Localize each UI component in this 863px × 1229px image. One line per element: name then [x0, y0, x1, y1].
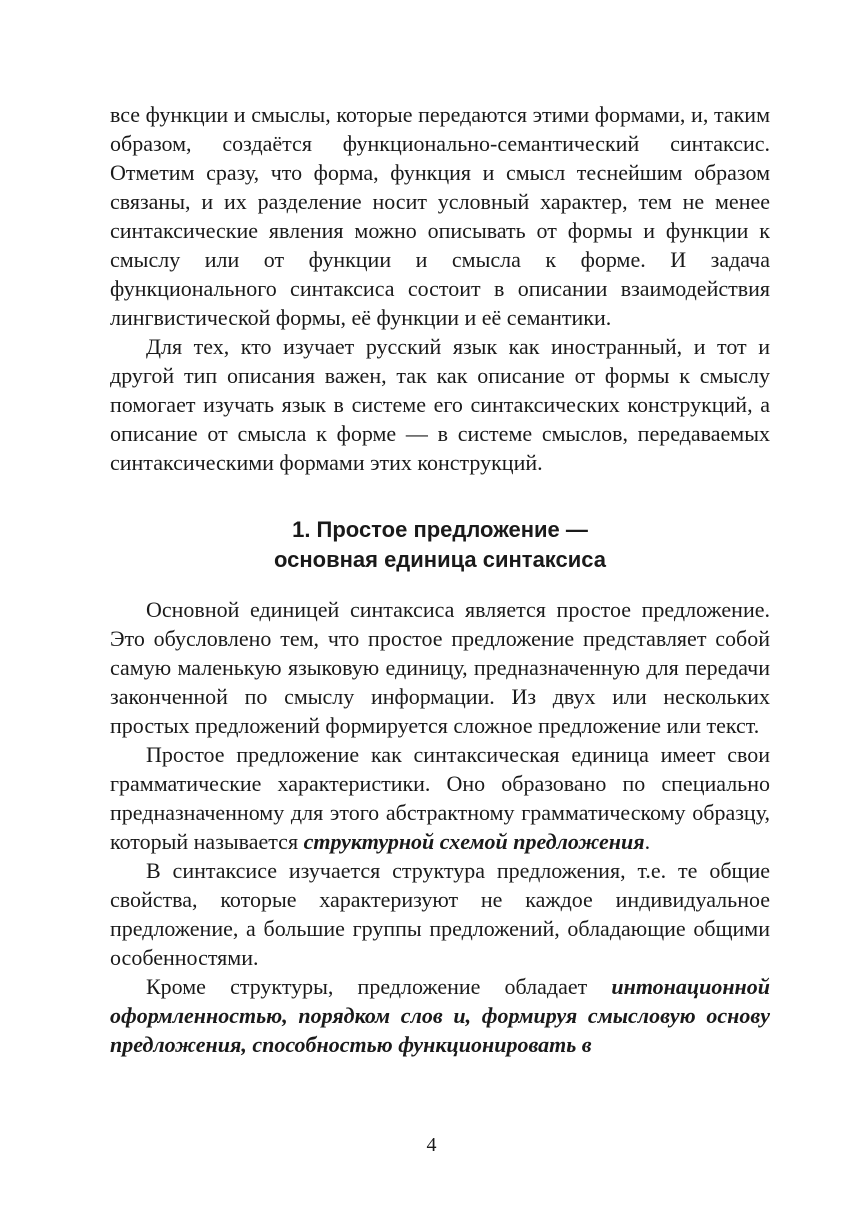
section-heading-line-1: 1. Простое предложение —: [292, 517, 588, 542]
paragraph-end-punctuation: .: [644, 829, 651, 854]
section-heading-line-2: основная единица синтаксиса: [273, 547, 607, 572]
term-emphasis: интонационной оформленностью, порядком слов и, формируя смысловую основу предложения, способностью функционировать в: [110, 974, 770, 1057]
paragraph-text: Кроме структуры, предложение обладает: [146, 974, 612, 999]
paragraph-basic-unit: Основной единицей синтаксиса является простое предложение. Это обусловлено тем, что простое предложение представляет собой самую маленькую языковую единицу, предназначенную для передачи законченной по смыслу информации. Из двух или нескольких простых предложений формируется сложное предложение или текст.: [110, 597, 770, 738]
paragraph-grammatical-characteristics: [110, 740, 770, 856]
term-emphasis: структурной схемой предложения: [303, 829, 645, 854]
paragraph-properties: [110, 972, 770, 1059]
paragraph-text: Простое предложение как синтаксическая единица имеет свои грамматические характеристики. Оно образовано по специально предназначенному для этого абстрактному грамматическому образцу, который называется: [110, 742, 770, 854]
page-body: [110, 100, 770, 1059]
paragraph-description-types: Для тех, кто изучает русский язык как иностранный, и тот и другой тип описания важен, так как описание от формы к смыслу помогает изучать язык в системе его синтаксических конструкций, а описание от смысла к форме — в системе смыслов, передаваемых синтаксическими формами этих конструкций.: [110, 334, 770, 475]
paragraph-structure: В синтаксисе изучается структура предложения, т.е. те общие свойства, которые характеризуют не каждое индивидуальное предложение, а большие группы предложений, обладающие общими особенностями.: [110, 858, 770, 970]
paragraph-continuation: все функции и смыслы, которые передаются этими формами, и, таким образом, создаётся функционально-семантический синтаксис. Отметим сразу, что форма, функция и смысл теснейшим образом связаны, и их разделение носит условный характер, тем не менее синтаксические явления можно описывать от формы и функции к смыслу или от функции и смысла к форме. И задача функционального синтаксиса состоит в описании взаимодействия лингвистической формы, её функции и её семантики.: [110, 102, 770, 330]
page-number: 4: [426, 1134, 437, 1156]
section-heading: [110, 515, 770, 575]
